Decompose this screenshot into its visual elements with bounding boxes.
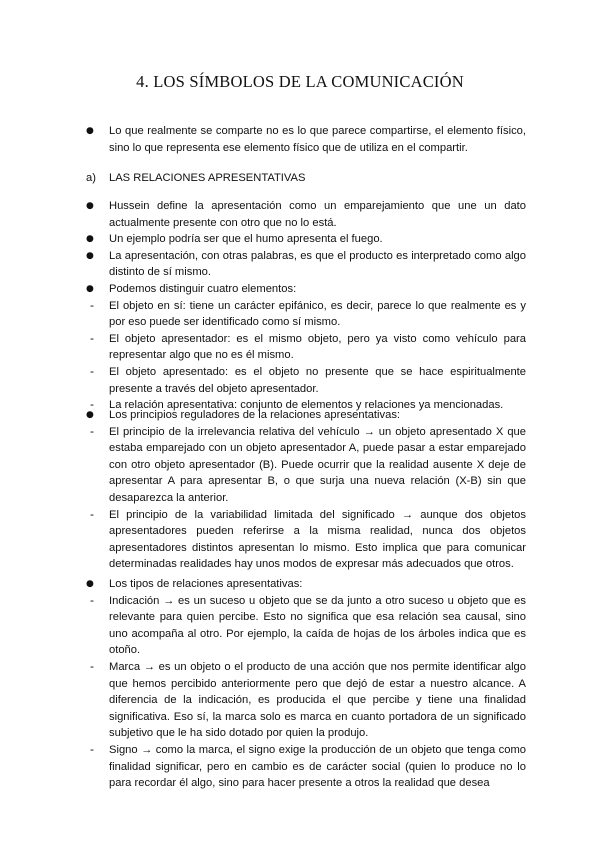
text-line: desaparezca la anterior.: [109, 491, 229, 504]
text-line: relevante para quien percibe. Esto no significa que esa relación sea causal, sino: [109, 611, 526, 624]
item-text: [109, 364, 526, 397]
text-line: finalidad significar, pero en cambio es de carácter social (quien lo produce no lo: [109, 760, 526, 773]
text-line: Un ejemplo podría ser que el humo apresenta el fuego.: [109, 233, 383, 246]
dash-marker: -: [90, 743, 95, 756]
text-line: presente a través del objeto apresentador.: [109, 382, 319, 395]
bullet-marker: ●: [86, 284, 94, 294]
text-line: El principio de la irrelevancia relativa del vehículo → un objeto apresentado X que: [109, 425, 526, 438]
item-text: [109, 576, 526, 593]
section-label: a): [86, 172, 96, 184]
item-text: [109, 593, 526, 659]
item-text: [109, 281, 526, 298]
item-text: [109, 331, 526, 364]
text-line: actualmente presente con otro que no lo está.: [109, 216, 337, 229]
text-line: apresentadores distintos apresentan lo mismo. Esto implica que para comunicar: [109, 541, 526, 554]
item-text: [109, 248, 526, 281]
text-line: Indicación → es un suceso u objeto que se da junto a otro suceso u objeto que es: [109, 594, 526, 607]
dash-marker: -: [90, 424, 95, 438]
item-text: [109, 298, 526, 331]
text-line: Marca → es un objeto o el producto de una acción que nos permite identificar algo: [109, 661, 526, 673]
dash-marker: -: [90, 398, 95, 412]
text-line: representar algo que no es él mismo.: [109, 349, 294, 362]
item-text: [109, 659, 526, 742]
item-text: [109, 424, 526, 507]
bullet-marker: ●: [86, 410, 94, 420]
item-text: [109, 123, 526, 156]
text-line: El principio de la variabilidad limitada del significado → aunque dos objetos: [109, 508, 526, 521]
dash-marker: -: [90, 593, 95, 607]
text-line: apresentadores pueden referirse a la misma realidad, nunca dos objetos: [109, 525, 526, 538]
bullet-marker: ●: [86, 234, 94, 245]
section-title: LAS RELACIONES APRESENTATIVAS: [109, 172, 306, 184]
text-line: Hussein define la apresentación como un emparejamiento que une un dato: [109, 200, 526, 212]
text-line: apresentar A para apresentar B, o que surja una nueva relación (X-B) sin que: [109, 475, 526, 488]
text-line: significativa. Eso sí, la marca solo es marca en cuanto portadora de un significado: [109, 710, 526, 723]
text-line: sino lo que representa ese elemento físico que de utiliza en el compartir.: [109, 141, 468, 154]
text-line: Los tipos de relaciones apresentativas:: [109, 578, 303, 590]
item-text: [109, 507, 526, 573]
dash-marker: -: [90, 507, 95, 521]
dash-marker: -: [90, 365, 95, 378]
text-line: Lo que realmente se comparte no es lo que parece compartirse, el elemento físico,: [109, 125, 526, 137]
dash-marker: -: [90, 660, 95, 673]
text-line: El objeto apresentador: es el mismo objeto, pero ya visto como vehículo para: [109, 332, 526, 345]
text-line: por eso puede ser identificado como sí mismo.: [109, 316, 341, 329]
bullet-marker: ●: [86, 579, 94, 589]
item-text: [109, 407, 526, 424]
item-text: [109, 231, 526, 248]
text-line: El objeto apresentado: es el objeto no presente que se hace espiritualmente: [109, 366, 526, 378]
bullet-marker: ●: [86, 126, 94, 136]
text-line: diferencia de la indicación, es producida el que percibe y tiene una finalidad: [109, 694, 526, 707]
dash-marker: -: [90, 331, 95, 345]
text-line: Podemos distinguir cuatro elementos:: [109, 283, 297, 295]
text-line: que hemos percibido anteriormente pero que dejó de estar a nuestro alcance. A: [109, 677, 526, 690]
item-text: [109, 198, 526, 231]
text-line: uno acompaña al otro. Por ejemplo, la caída de hojas de los árboles indica que es: [109, 627, 526, 640]
text-line: determinadas realidades hay unos modos de expresar más adecuados que otros.: [109, 558, 514, 571]
bullet-marker: ●: [86, 250, 94, 261]
text-line: para recordar él algo, sino para hacer presente a otros la realidad que desea: [109, 777, 490, 790]
text-line: Los principios reguladores de la relaciones apresentativas:: [109, 409, 401, 421]
text-line: distinto de sí mismo.: [109, 266, 211, 279]
text-line: otoño.: [109, 644, 141, 657]
text-line: Signo → como la marca, el signo exige la producción de un objeto que tenga como: [109, 744, 526, 756]
bullet-marker: ●: [86, 201, 94, 211]
text-line: La relación apresentativa: conjunto de elementos y relaciones ya mencionadas.: [109, 399, 504, 412]
item-text: [109, 742, 526, 792]
text-line: estaba emparejado con un objeto apresentador A, puede pasar a estar emparejado: [109, 442, 526, 455]
text-line: subjetivo que le ha sido dotado por quien la produjo.: [109, 727, 369, 740]
page-title: 4. LOS SÍMBOLOS DE LA COMUNICACIÓN: [136, 72, 464, 91]
text-line: con otro objeto apresentador (B). Puede ocurrir que la realidad ausente X deje de: [109, 458, 526, 471]
text-line: El objeto en sí: tiene un carácter epifánico, es decir, parece lo que realmente es y: [109, 299, 526, 312]
text-line: La apresentación, con otras palabras, es que el producto es interpretado como algo: [109, 249, 526, 262]
dash-marker: -: [90, 298, 95, 312]
